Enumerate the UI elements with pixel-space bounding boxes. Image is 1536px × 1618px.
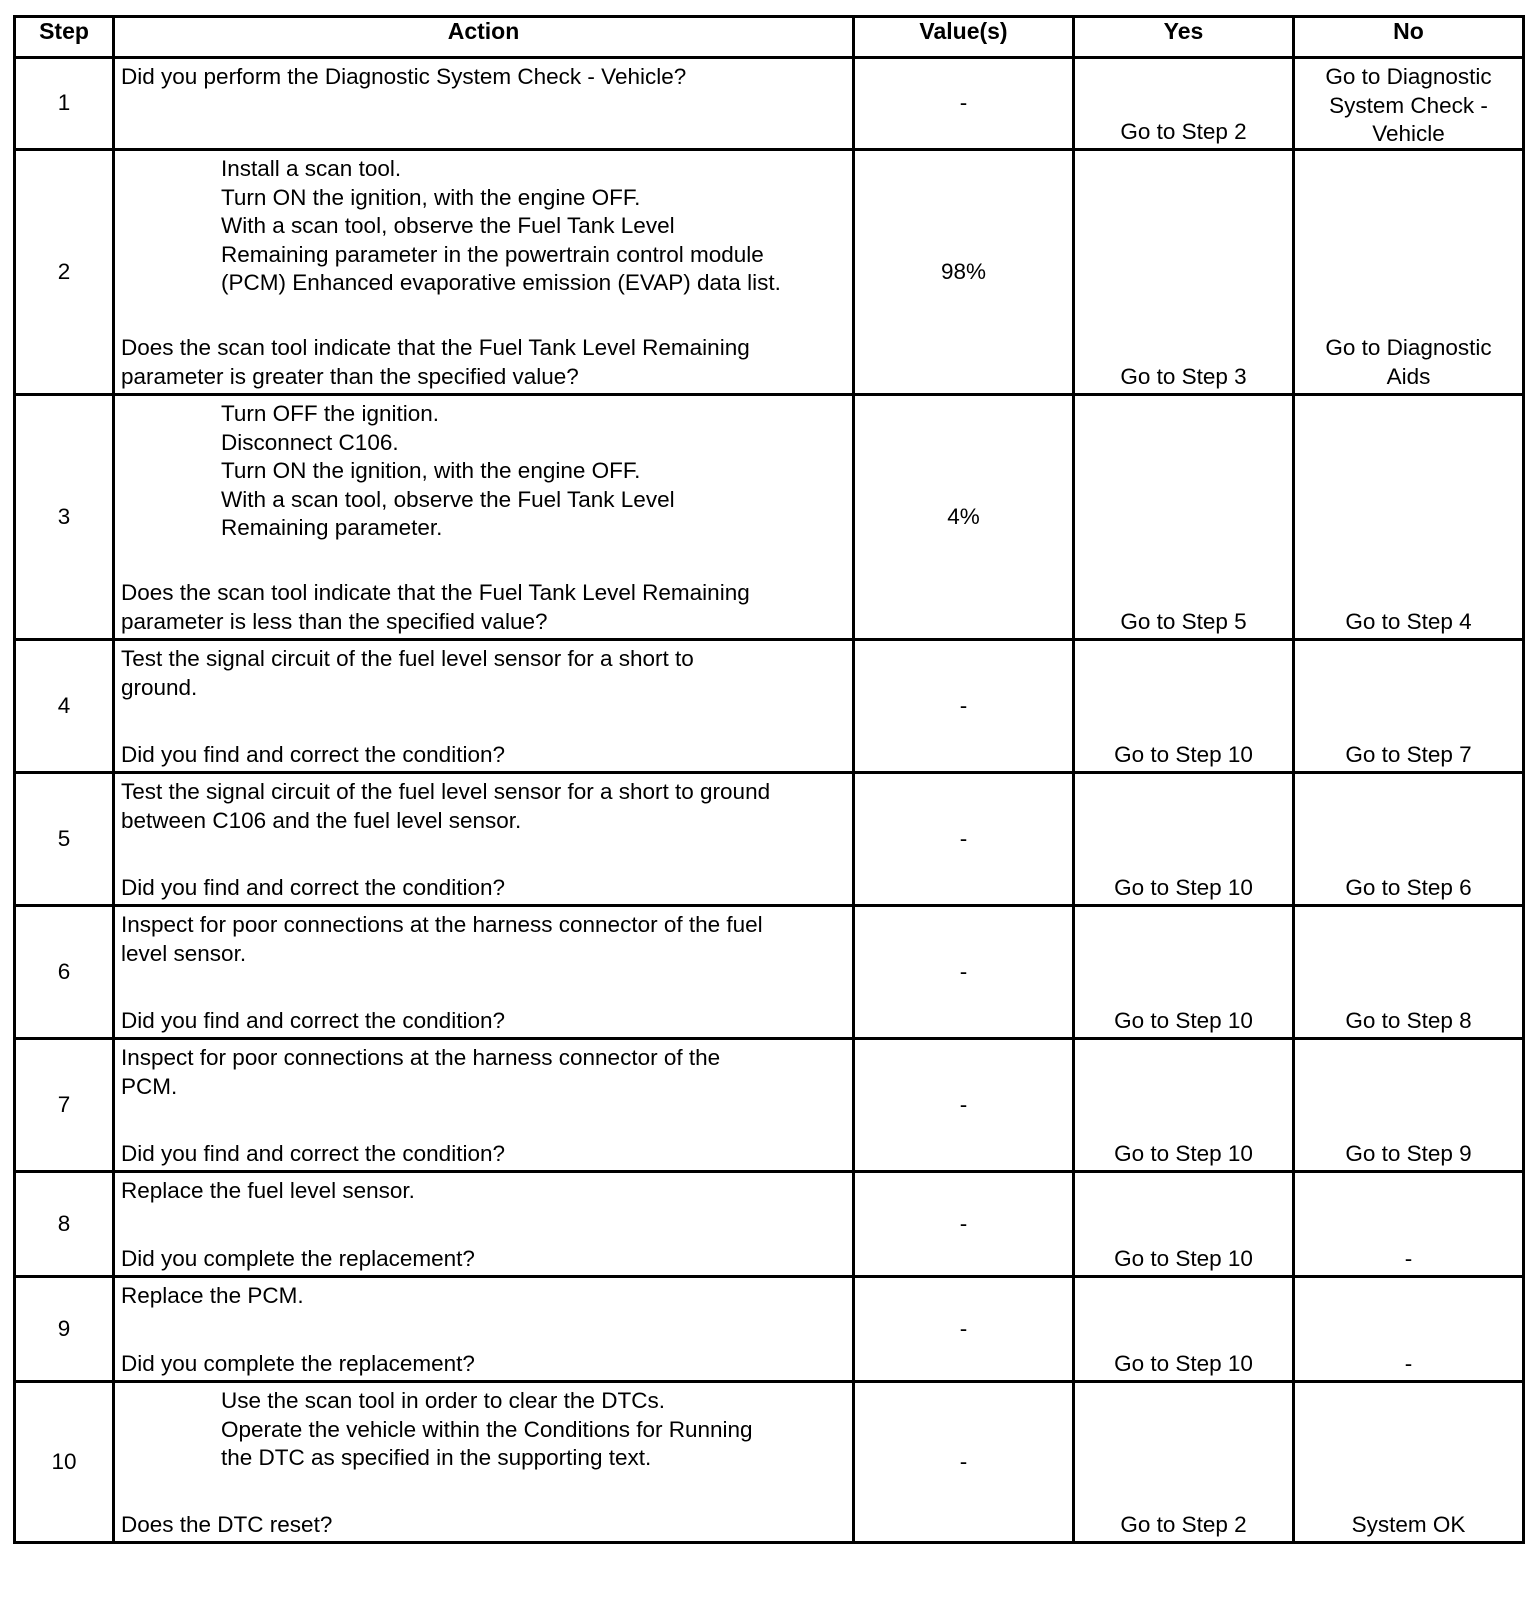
value-cell: - bbox=[854, 1382, 1074, 1543]
action-cell bbox=[114, 1277, 854, 1382]
action-line: Remaining parameter in the powertrain control module bbox=[221, 241, 764, 267]
no-line: - bbox=[1404, 1245, 1413, 1271]
no-line: Aids bbox=[1386, 363, 1431, 389]
action-line: Remaining parameter. bbox=[221, 515, 443, 540]
no-target bbox=[1295, 63, 1522, 149]
step-number: 10 bbox=[15, 1382, 114, 1543]
action-question bbox=[121, 334, 848, 391]
table-row bbox=[15, 395, 1524, 640]
step-number: 4 bbox=[15, 640, 114, 773]
no-cell bbox=[1294, 150, 1524, 395]
question-line: Did you find and correct the condition? bbox=[121, 874, 505, 900]
action-line: Use the scan tool in order to clear the DTCs. bbox=[221, 1388, 665, 1413]
action-cell bbox=[114, 1382, 854, 1543]
action-text bbox=[115, 641, 852, 702]
action-cell bbox=[114, 395, 854, 640]
header-no: No bbox=[1294, 17, 1524, 58]
value-cell: - bbox=[854, 773, 1074, 906]
no-line: Go to Step 9 bbox=[1345, 1140, 1472, 1166]
yes-line: Go to Step 10 bbox=[1114, 1007, 1253, 1033]
question-line: Did you complete the replacement? bbox=[121, 1245, 475, 1271]
yes-target bbox=[1075, 608, 1292, 637]
action-cell bbox=[114, 150, 854, 395]
no-target bbox=[1295, 1140, 1522, 1169]
action-cell bbox=[114, 1039, 854, 1172]
yes-line: Go to Step 5 bbox=[1120, 608, 1247, 634]
no-line: Vehicle bbox=[1372, 121, 1445, 146]
yes-cell bbox=[1074, 1382, 1294, 1543]
question-line: Did you complete the replacement? bbox=[121, 1350, 475, 1376]
question-line: Does the DTC reset? bbox=[121, 1511, 333, 1537]
no-cell bbox=[1294, 58, 1524, 150]
no-line: System Check - bbox=[1329, 92, 1488, 118]
header-action: Action bbox=[114, 17, 854, 58]
action-text bbox=[115, 151, 852, 298]
no-target bbox=[1295, 1245, 1522, 1274]
header-row bbox=[15, 17, 1524, 58]
action-text bbox=[115, 1040, 852, 1101]
action-line: Turn ON the ignition, with the engine OFF. bbox=[221, 184, 641, 210]
no-cell bbox=[1294, 1172, 1524, 1277]
no-target bbox=[1295, 1511, 1522, 1540]
yes-target bbox=[1075, 1245, 1292, 1274]
action-question bbox=[121, 1140, 848, 1169]
table-row bbox=[15, 1277, 1524, 1382]
action-text bbox=[115, 1278, 852, 1311]
step-number: 5 bbox=[15, 773, 114, 906]
yes-line: Go to Step 10 bbox=[1114, 741, 1253, 767]
question-line: Did you find and correct the condition? bbox=[121, 741, 505, 767]
no-target bbox=[1295, 608, 1522, 637]
value-cell: - bbox=[854, 640, 1074, 773]
action-question bbox=[121, 1511, 848, 1540]
action-text bbox=[115, 59, 852, 92]
action-line: Install a scan tool. bbox=[221, 156, 402, 181]
yes-target bbox=[1075, 1140, 1292, 1169]
no-cell bbox=[1294, 1382, 1524, 1543]
action-line: Replace the fuel level sensor. bbox=[121, 1178, 415, 1203]
action-line: With a scan tool, observe the Fuel Tank Level bbox=[221, 213, 675, 238]
action-question bbox=[121, 741, 848, 770]
action-line: the DTC as specified in the supporting text. bbox=[221, 1445, 652, 1470]
yes-cell bbox=[1074, 150, 1294, 395]
header-values: Value(s) bbox=[854, 17, 1074, 58]
step-number: 2 bbox=[15, 150, 114, 395]
action-line: Turn OFF the ignition. bbox=[221, 401, 440, 426]
table-row bbox=[15, 58, 1524, 150]
action-text bbox=[115, 774, 852, 835]
yes-cell bbox=[1074, 906, 1294, 1039]
step-number: 6 bbox=[15, 906, 114, 1039]
no-target bbox=[1295, 741, 1522, 770]
no-cell bbox=[1294, 906, 1524, 1039]
action-text bbox=[115, 907, 852, 968]
action-text bbox=[115, 396, 852, 543]
yes-target bbox=[1075, 118, 1292, 147]
action-text bbox=[115, 1383, 852, 1473]
step-number: 8 bbox=[15, 1172, 114, 1277]
action-line: (PCM) Enhanced evaporative emission (EVAP) data list. bbox=[221, 270, 781, 295]
no-target bbox=[1295, 334, 1522, 391]
yes-cell bbox=[1074, 58, 1294, 150]
yes-cell bbox=[1074, 773, 1294, 906]
value-cell: - bbox=[854, 1172, 1074, 1277]
yes-cell bbox=[1074, 640, 1294, 773]
action-line: Inspect for poor connections at the harness connector of the bbox=[121, 1045, 721, 1070]
action-cell bbox=[114, 1172, 854, 1277]
yes-cell bbox=[1074, 395, 1294, 640]
table-body bbox=[15, 58, 1524, 1543]
question-line: Did you find and correct the condition? bbox=[121, 1140, 505, 1166]
no-target bbox=[1295, 1350, 1522, 1379]
table-row bbox=[15, 1382, 1524, 1543]
action-line: Inspect for poor connections at the harness connector of the fuel bbox=[121, 912, 763, 937]
value-cell: - bbox=[854, 1277, 1074, 1382]
action-line: PCM. bbox=[121, 1073, 178, 1099]
action-line: Disconnect C106. bbox=[221, 429, 399, 455]
action-line: Test the signal circuit of the fuel level sensor for a short to ground bbox=[121, 779, 771, 804]
header-yes: Yes bbox=[1074, 17, 1294, 58]
no-line: - bbox=[1404, 1350, 1413, 1376]
action-cell bbox=[114, 906, 854, 1039]
yes-cell bbox=[1074, 1039, 1294, 1172]
action-line: level sensor. bbox=[121, 940, 247, 966]
value-cell: - bbox=[854, 906, 1074, 1039]
diagnostic-table bbox=[13, 15, 1525, 1544]
action-line: ground. bbox=[121, 674, 198, 700]
no-cell bbox=[1294, 395, 1524, 640]
action-line: between C106 and the fuel level sensor. bbox=[121, 807, 522, 833]
question-line: Did you find and correct the condition? bbox=[121, 1007, 505, 1033]
value-cell: - bbox=[854, 58, 1074, 150]
yes-target bbox=[1075, 363, 1292, 392]
no-cell bbox=[1294, 640, 1524, 773]
table-row bbox=[15, 150, 1524, 395]
yes-line: Go to Step 2 bbox=[1120, 118, 1247, 144]
step-number: 7 bbox=[15, 1039, 114, 1172]
no-line: Go to Diagnostic bbox=[1325, 64, 1492, 89]
yes-line: Go to Step 10 bbox=[1114, 874, 1253, 900]
value-cell: 4% bbox=[854, 395, 1074, 640]
no-line: Go to Step 8 bbox=[1345, 1007, 1472, 1033]
step-number: 3 bbox=[15, 395, 114, 640]
no-line: Go to Step 4 bbox=[1345, 608, 1472, 634]
table-row bbox=[15, 1039, 1524, 1172]
action-cell bbox=[114, 640, 854, 773]
action-question bbox=[121, 1350, 848, 1379]
yes-line: Go to Step 10 bbox=[1114, 1350, 1253, 1376]
yes-line: Go to Step 3 bbox=[1120, 363, 1247, 389]
header-step: Step bbox=[15, 17, 114, 58]
action-line: Replace the PCM. bbox=[121, 1283, 304, 1308]
yes-line: Go to Step 10 bbox=[1114, 1245, 1253, 1271]
no-line: System OK bbox=[1351, 1511, 1466, 1537]
no-line: Go to Step 7 bbox=[1345, 741, 1472, 767]
action-line: Turn ON the ignition, with the engine OFF. bbox=[221, 458, 641, 483]
yes-cell bbox=[1074, 1277, 1294, 1382]
action-line: With a scan tool, observe the Fuel Tank Level bbox=[221, 486, 675, 512]
table-row bbox=[15, 1172, 1524, 1277]
table-row bbox=[15, 773, 1524, 906]
action-cell bbox=[114, 773, 854, 906]
no-cell bbox=[1294, 1277, 1524, 1382]
table-row bbox=[15, 640, 1524, 773]
yes-cell bbox=[1074, 1172, 1294, 1277]
action-line: Test the signal circuit of the fuel level sensor for a short to bbox=[121, 646, 694, 671]
question-line: parameter is greater than the specified value? bbox=[121, 363, 579, 389]
question-line: parameter is less than the specified value? bbox=[121, 608, 548, 634]
action-question bbox=[121, 579, 848, 636]
action-text bbox=[115, 1173, 852, 1206]
question-line: Does the scan tool indicate that the Fuel Tank Level Remaining bbox=[121, 580, 750, 605]
no-cell bbox=[1294, 1039, 1524, 1172]
no-target bbox=[1295, 874, 1522, 903]
yes-line: Go to Step 10 bbox=[1114, 1140, 1253, 1166]
action-cell bbox=[114, 58, 854, 150]
value-cell: 98% bbox=[854, 150, 1074, 395]
action-line: Did you perform the Diagnostic System Check - Vehicle? bbox=[121, 64, 687, 89]
table-row bbox=[15, 906, 1524, 1039]
action-question bbox=[121, 1245, 848, 1274]
action-question bbox=[121, 1007, 848, 1036]
step-number: 9 bbox=[15, 1277, 114, 1382]
no-line: Go to Step 6 bbox=[1345, 874, 1472, 900]
yes-target bbox=[1075, 1007, 1292, 1036]
step-number: 1 bbox=[15, 58, 114, 150]
action-question bbox=[121, 874, 848, 903]
value-cell: - bbox=[854, 1039, 1074, 1172]
yes-target bbox=[1075, 874, 1292, 903]
no-target bbox=[1295, 1007, 1522, 1036]
yes-target bbox=[1075, 741, 1292, 770]
yes-target bbox=[1075, 1350, 1292, 1379]
no-cell bbox=[1294, 773, 1524, 906]
yes-line: Go to Step 2 bbox=[1120, 1511, 1247, 1537]
action-line: Operate the vehicle within the Conditions for Running bbox=[221, 1416, 753, 1442]
no-line: Go to Diagnostic bbox=[1325, 335, 1492, 360]
question-line: Does the scan tool indicate that the Fuel Tank Level Remaining bbox=[121, 335, 750, 360]
yes-target bbox=[1075, 1511, 1292, 1540]
